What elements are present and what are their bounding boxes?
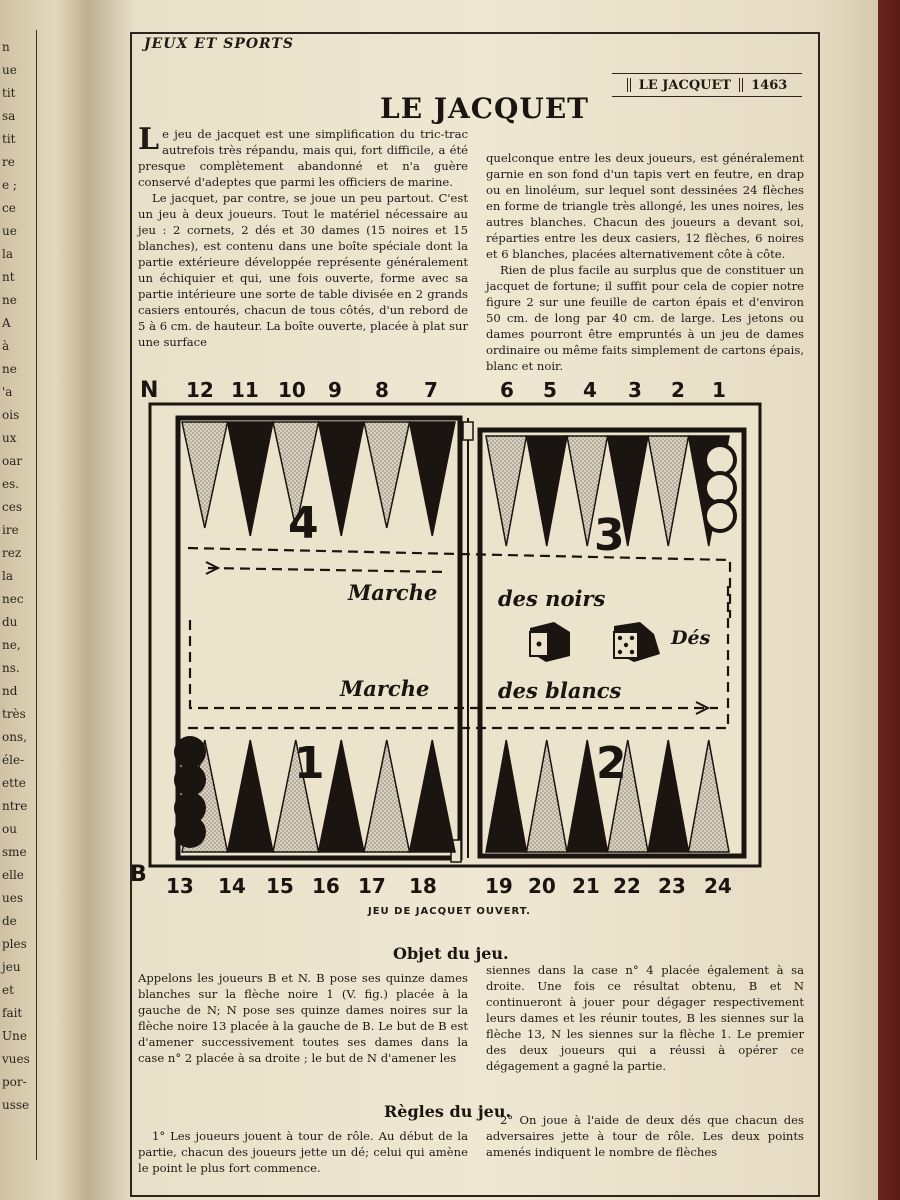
march-blancs-right: des blancs — [498, 678, 622, 703]
left-page-fragment: tit — [2, 132, 16, 146]
left-page-fragment: ne — [2, 362, 17, 376]
point-number-bottom: 22 — [613, 874, 641, 898]
point-number-bottom: 17 — [358, 874, 386, 898]
intro-paragraph-3: quelconque entre les deux joueurs, est généralement garnie en son fond d'un tapis vert en feutre, en drap ou en linoléum, sur lequel sont dessinées 24 flèches en forme de triangle très allongé, les unes noires, les autres blanches. Chacun des joueurs a devant soi, réparties entre les deux casiers, 12 flèches, 6 noires et 6 blanches, placées alternativement côte à côte. — [486, 151, 804, 261]
figure-caption: JEU DE JACQUET OUVERT. — [368, 906, 531, 917]
left-page-fragment: la — [2, 569, 13, 583]
march-blancs-left: Marche — [340, 676, 430, 701]
black-checker — [174, 764, 206, 796]
dice-label: Dés — [671, 627, 711, 649]
black-checker — [174, 816, 206, 848]
white-checker — [705, 501, 735, 531]
point-number-top: 6 — [500, 378, 514, 402]
left-page-fragment: ois — [2, 408, 20, 422]
left-page-fragment: ons, — [2, 730, 27, 744]
quadrant-2: 2 — [596, 738, 627, 789]
corner-label-b: B — [130, 862, 147, 887]
left-page-fragment: ntre — [2, 799, 28, 813]
point-number-top: 5 — [543, 378, 557, 402]
point-number-top: 7 — [424, 378, 438, 402]
black-checker — [174, 736, 206, 768]
page-title: LE JACQUET — [380, 92, 590, 125]
left-page-fragment: rez — [2, 546, 22, 560]
white-checker — [705, 445, 735, 475]
point-number-top: 1 — [712, 378, 726, 402]
point-number-top: 9 — [328, 378, 342, 402]
left-page-fragment: elle — [2, 868, 24, 882]
intro-column-left — [138, 122, 468, 350]
objet-heading: Objet du jeu. — [393, 944, 509, 963]
point-number-bottom: 21 — [572, 874, 600, 898]
left-page-fragment: re — [2, 155, 15, 169]
section-header: JEUX ET SPORTS — [144, 36, 294, 52]
running-title: LE JACQUET — [638, 77, 732, 93]
quadrant-3: 3 — [594, 510, 625, 561]
point-number-bottom: 13 — [166, 874, 194, 898]
running-header — [612, 73, 802, 97]
left-page-fragment: ns. — [2, 661, 20, 675]
left-page-fragment: A — [2, 316, 11, 330]
left-page-fragment: ues — [2, 891, 23, 905]
left-page-fragment: tit — [2, 86, 16, 100]
left-page-fragment: ux — [2, 431, 17, 445]
intro-paragraph-4: Rien de plus facile au surplus que de constituer un jacquet de fortune; il suffit pour cela de copier notre figure 2 sur une feuille de carton épais et d'environ 50 cm. de long par 40 cm. de large. Les jetons ou dames pourront être empruntés à un jeu de dames ordinaire ou même faits simplement de cartons épais, blanc et noir. — [486, 263, 804, 373]
point-number-bottom: 24 — [704, 874, 732, 898]
left-casier — [178, 418, 460, 858]
left-page-fragment: e ; — [2, 178, 17, 192]
intro-paragraph-1: Le jeu de jacquet est une simplification du tric-trac autrefois très répandu, mais qui, fort difficile, a été presque complètement abandonné et n'a guère conservé d'adeptes que parmi les officiers de marine. — [138, 122, 468, 189]
point-number-top: 12 — [186, 378, 214, 402]
left-page-fragment: très — [2, 707, 26, 721]
point-number-bottom: 18 — [409, 874, 437, 898]
left-page-fragment: nec — [2, 592, 24, 606]
point-number-bottom: 20 — [528, 874, 556, 898]
left-page-fragment: sme — [2, 845, 27, 859]
left-page-fragment: 'a — [2, 385, 13, 399]
left-page-fragment: ou — [2, 822, 17, 836]
regles-right-column: 2° On joue à l'aide de deux dés que chacun des adversaires jette à tour de rôle. Les deux points amenés indiquent le nombre de flèches — [486, 1113, 804, 1159]
left-page-fragment: ne — [2, 293, 17, 307]
left-page-fragment: ces — [2, 500, 22, 514]
point-number-top: 4 — [583, 378, 597, 402]
left-page-fragment: Une — [2, 1029, 27, 1043]
point-number-top: 3 — [628, 378, 642, 402]
left-page-fragment: jeu — [2, 960, 21, 974]
left-page-fragment: nd — [2, 684, 18, 698]
rule-mark — [739, 78, 743, 92]
march-noirs-left: Marche — [348, 580, 438, 605]
left-page-fragment: éle- — [2, 753, 25, 767]
point-number-bottom: 16 — [312, 874, 340, 898]
left-page-fragment: oar — [2, 454, 23, 468]
regles-left-column: 1° Les joueurs jouent à tour de rôle. Au début de la partie, chacun des joueurs jette un dé; celui qui amène le point le plus fort commence. — [138, 1129, 468, 1175]
left-page-fragment: et — [2, 983, 14, 997]
point-number-bottom: 19 — [485, 874, 513, 898]
left-page-fragment: du — [2, 615, 18, 629]
rule-mark — [627, 78, 631, 92]
point-number-bottom: 14 — [218, 874, 246, 898]
left-page — [0, 0, 92, 1200]
left-page-fragment: nt — [2, 270, 15, 284]
corner-label-n: N — [140, 378, 159, 403]
point-number-bottom: 15 — [266, 874, 294, 898]
intro-column-right — [486, 150, 804, 374]
page-number: 1463 — [751, 77, 788, 93]
point-number-bottom: 23 — [658, 874, 686, 898]
jacquet-board — [148, 400, 764, 870]
left-page-fragment: fait — [2, 1006, 23, 1020]
left-page-fragment: por- — [2, 1075, 27, 1089]
point-number-top: 11 — [231, 378, 259, 402]
point-number-top: 8 — [375, 378, 389, 402]
point-number-top: 10 — [278, 378, 306, 402]
quadrant-4: 4 — [288, 498, 319, 549]
left-page-fragment: ples — [2, 937, 27, 951]
left-page-fragment: ce — [2, 201, 16, 215]
drop-cap: L — [138, 122, 160, 157]
left-page-fragment: n — [2, 40, 10, 54]
left-page-fragment: ne, — [2, 638, 21, 652]
left-page-fragment: ire — [2, 523, 19, 537]
regles-heading: Règles du jeu. — [384, 1102, 512, 1121]
left-page-fragment: ue — [2, 63, 17, 77]
left-page-fragment: de — [2, 914, 17, 928]
left-page-fragment: ue — [2, 224, 17, 238]
left-page-fragment: ette — [2, 776, 26, 790]
left-page-fragment: à — [2, 339, 10, 353]
point-number-top: 2 — [671, 378, 685, 402]
white-checker — [705, 473, 735, 503]
left-page-fragment: vues — [2, 1052, 30, 1066]
hinge-top — [463, 422, 473, 440]
quadrant-1: 1 — [294, 738, 325, 789]
intro-paragraph-2: Le jacquet, par contre, se joue un peu partout. C'est un jeu à deux joueurs. Tout le matériel nécessaire au jeu : 2 cornets, 2 dés et 30 dames (15 noires et 15 blanches), est contenu dans une boîte spéciale dont la partie extérieure développée représente généralement un échiquier et qui, une fois ouverte, forme avec sa partie intérieure une sorte de table divisée en 2 grands casiers entourés, chacun de tous côtés, d'un rebord de 5 à 6 cm. de hauteur. La boîte ouverte, placée à plat sur une surface — [138, 191, 468, 349]
left-page-fragment: sa — [2, 109, 16, 123]
left-page-fragment: la — [2, 247, 13, 261]
objet-left-column: Appelons les joueurs B et N. B pose ses quinze dames blanches sur la flèche noire 1 (V. fig.) placée à la gauche de N; N pose ses quinze dames noires sur la flèche noire 13 placée à la gauche de B. Le but de B est d'amener successivement toutes ses dames dans la case n° 2 placée à sa droite ; le but de N d'amener les — [138, 971, 468, 1065]
objet-right-column: siennes dans la case n° 4 placée également à sa droite. Une fois ce résultat obtenu, B et N continueront à jouer pour dégager respectivement leurs dames et les réunir toutes, B les siennes sur la flèche 13, N les siennes sur la flèche 1. Le premier des deux joueurs qui a réussi à opérer ce dégagement a gagné la partie. — [486, 963, 804, 1073]
left-page-fragment: es. — [2, 477, 20, 491]
board-diagram — [148, 400, 764, 870]
march-noirs-right: des noirs — [498, 586, 606, 611]
left-page-fragment: usse — [2, 1098, 30, 1112]
